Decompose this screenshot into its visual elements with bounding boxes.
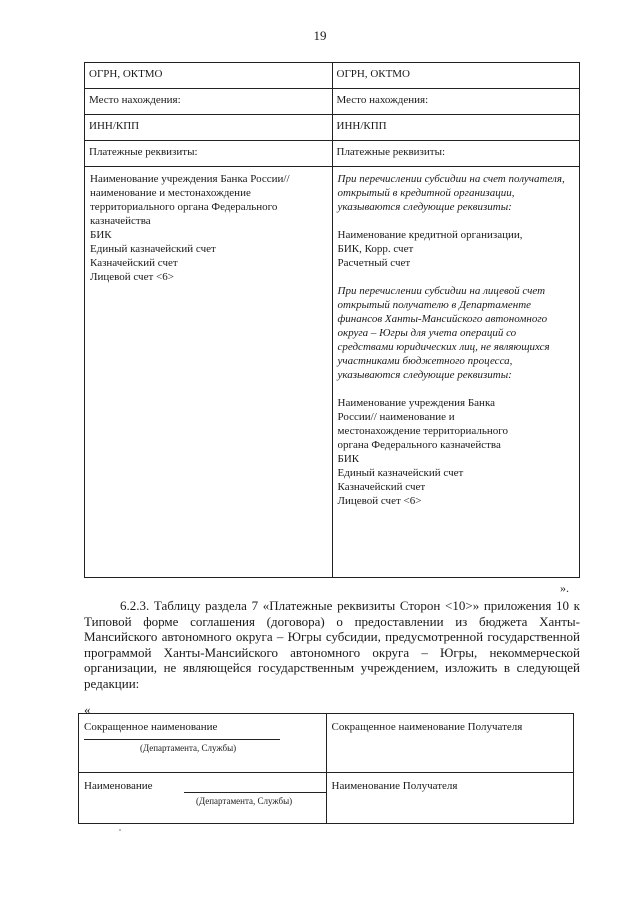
treasury-line: местонахождение территориального — [337, 425, 508, 437]
credit-org-instruction: При перечислении субсидии на счет получателя, открытый в кредитной организации, указываются следующие реквизиты: — [337, 173, 565, 213]
recipient-short-name-cell: Сокращенное наименование Получателя — [326, 714, 574, 773]
recipient-full-name-cell: Наименование Получателя — [326, 773, 574, 824]
right-payment-details-cell — [332, 167, 580, 578]
left-inn-cell: ИНН/КПП — [85, 115, 333, 141]
treasury-instruction: При перечислении субсидии на лицевой счет открытый получателю в Департаменте финансов Ханты-Мансийского автономного округа – Югры для учета операций со средствами юридических лиц, не являющихся участниками бюджетного процесса, указываются следующие реквизиты: — [337, 285, 550, 381]
short-name-caption: (Департамента, Службы) — [140, 743, 237, 753]
short-name-label: Сокращенное наименование — [84, 721, 218, 733]
short-name-signature-line — [84, 739, 280, 740]
treasury-line: органа Федерального казначейства — [337, 439, 501, 451]
new-requisites-table — [78, 713, 574, 824]
credit-line: БИК, Корр. счет — [337, 243, 414, 255]
left-payment-title-cell: Платежные реквизиты: — [85, 141, 333, 167]
right-inn-cell: ИНН/КПП — [332, 115, 580, 141]
treasury-line: Единый казначейский счет — [337, 467, 464, 479]
full-name-label: Наименование — [84, 780, 153, 792]
credit-line: Наименование кредитной организации, — [337, 229, 523, 241]
credit-line: Расчетный счет — [337, 257, 411, 269]
page-number: 19 — [313, 28, 327, 43]
credit-org-lines — [338, 228, 575, 270]
left-payment-line: Наименование учреждения Банка России// — [90, 173, 290, 185]
payment-requisites-table — [84, 62, 580, 578]
left-location-cell: Место нахождения: — [85, 89, 333, 115]
left-payment-line: Казначейский счет — [90, 257, 178, 269]
left-payment-line: наименование и местонахождение — [90, 187, 251, 199]
scan-speck — [119, 829, 121, 831]
closing-quote: ». — [560, 581, 569, 595]
treasury-line: БИК — [337, 453, 360, 465]
full-name-cell — [79, 773, 327, 824]
full-name-signature-line — [184, 792, 326, 793]
treasury-line: Лицевой счет <6> — [337, 495, 422, 507]
full-name-caption: (Департамента, Службы) — [196, 796, 293, 806]
left-ogrn-cell: ОГРН, ОКТМО — [85, 63, 333, 89]
right-location-cell: Место нахождения: — [332, 89, 580, 115]
amendment-text: 6.2.3. Таблицу раздела 7 «Платежные реквизиты Сторон <10>» приложения 10 к Типовой форме соглашения (договора) о предоставлении из бюджета Ханты-Мансийского автономного округа – Югры субсидии, предусмотренной государственной программой Ханты-Мансийского автономного округа – Югры, некоммерческой организации, не являющейся государственным учреждением, изложить в следующей редакции: — [84, 598, 580, 691]
right-payment-title-cell: Платежные реквизиты: — [332, 141, 580, 167]
amendment-paragraph — [84, 598, 580, 691]
right-ogrn-cell: ОГРН, ОКТМО — [332, 63, 580, 89]
left-payment-line: Лицевой счет <6> — [90, 271, 174, 283]
left-payment-line: Единый казначейский счет — [90, 243, 216, 255]
left-payment-line: БИК — [90, 229, 112, 241]
treasury-line: России// наименование и — [337, 411, 455, 423]
left-payment-line: казначейства — [90, 215, 151, 227]
left-payment-details-cell — [85, 167, 333, 578]
opening-quote: « — [84, 702, 91, 717]
treasury-lines — [338, 396, 575, 508]
left-payment-line: территориального органа Федерального — [90, 201, 278, 213]
treasury-line: Казначейский счет — [337, 481, 426, 493]
short-name-cell — [79, 714, 327, 773]
treasury-line: Наименование учреждения Банка — [337, 397, 496, 409]
